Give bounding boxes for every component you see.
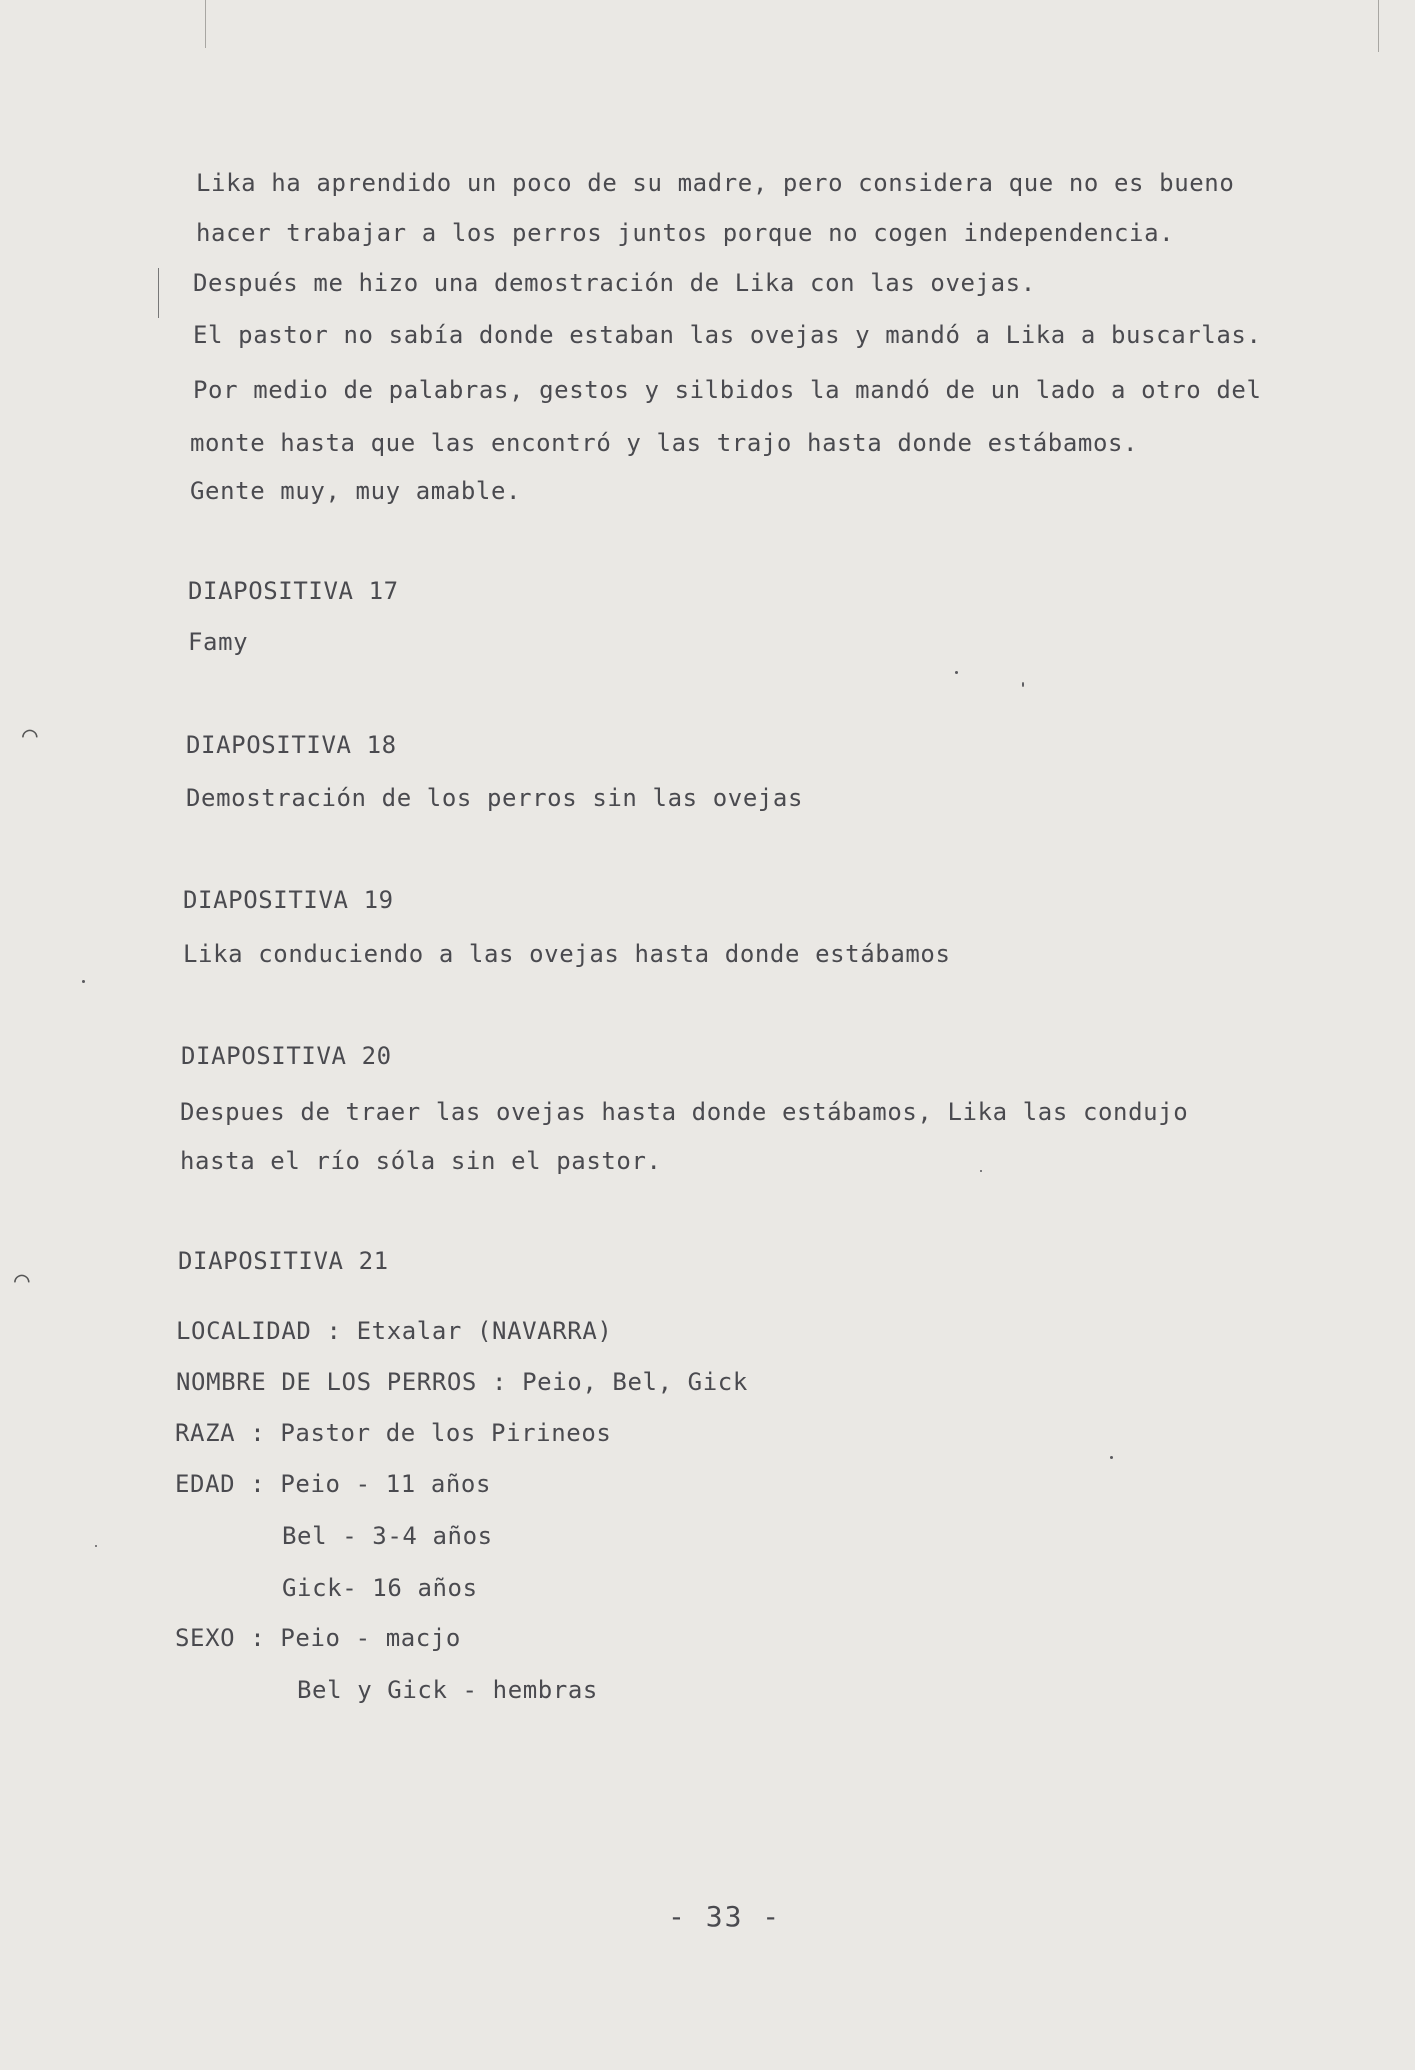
sex-line: SEXO : Peio - macjo [175, 1624, 461, 1652]
slide-caption: Demostración de los perros sin las ovejas [186, 784, 804, 812]
binding-mark: ⌒ [14, 1265, 30, 1295]
binding-mark: ⌒ [22, 720, 38, 750]
page-number: - 33 - [668, 1900, 782, 1933]
speck [1022, 682, 1024, 687]
speck [955, 671, 958, 674]
slide-heading: DIAPOSITIVA 18 [186, 731, 397, 759]
text-line: Gente muy, muy amable. [190, 477, 522, 505]
slide-heading: DIAPOSITIVA 20 [181, 1042, 392, 1070]
speck [1110, 1456, 1113, 1459]
scan-mark [205, 0, 206, 48]
slide-heading: DIAPOSITIVA 21 [178, 1247, 389, 1275]
text-line: Por medio de palabras, gestos y silbidos la mandó de un lado a otro del [193, 376, 1262, 404]
sex-line: Bel y Gick - hembras [297, 1676, 598, 1704]
slide-caption: Famy [188, 628, 249, 656]
age-line: EDAD : Peio - 11 años [175, 1470, 492, 1498]
age-line: Gick- 16 años [282, 1574, 478, 1602]
slide-caption: hasta el río sóla sin el pastor. [180, 1147, 662, 1175]
locality-line: LOCALIDAD : Etxalar (NAVARRA) [176, 1317, 613, 1345]
text-line: Después me hizo una demostración de Lika con las ovejas. [193, 269, 1036, 297]
speck [95, 1545, 97, 1547]
speck [82, 980, 85, 983]
text-line: hacer trabajar a los perros juntos porque no cogen independencia. [196, 219, 1175, 247]
speck [980, 1170, 982, 1172]
text-line: El pastor no sabía donde estaban las ovejas y mandó a Lika a buscarlas. [193, 321, 1262, 349]
slide-heading: DIAPOSITIVA 17 [188, 577, 399, 605]
margin-mark [158, 268, 159, 318]
slide-caption: Despues de traer las ovejas hasta donde estábamos, Lika las condujo [180, 1098, 1189, 1126]
text-line: monte hasta que las encontró y las trajo hasta donde estábamos. [190, 429, 1139, 457]
age-line: Bel - 3-4 años [282, 1522, 493, 1550]
breed-line: RAZA : Pastor de los Pirineos [175, 1419, 612, 1447]
text-line: Lika ha aprendido un poco de su madre, pero considera que no es bueno [196, 169, 1235, 197]
slide-heading: DIAPOSITIVA 19 [183, 886, 394, 914]
dog-names-line: NOMBRE DE LOS PERROS : Peio, Bel, Gick [176, 1368, 748, 1396]
scan-mark [1378, 0, 1379, 52]
slide-caption: Lika conduciendo a las ovejas hasta donde estábamos [183, 940, 951, 968]
